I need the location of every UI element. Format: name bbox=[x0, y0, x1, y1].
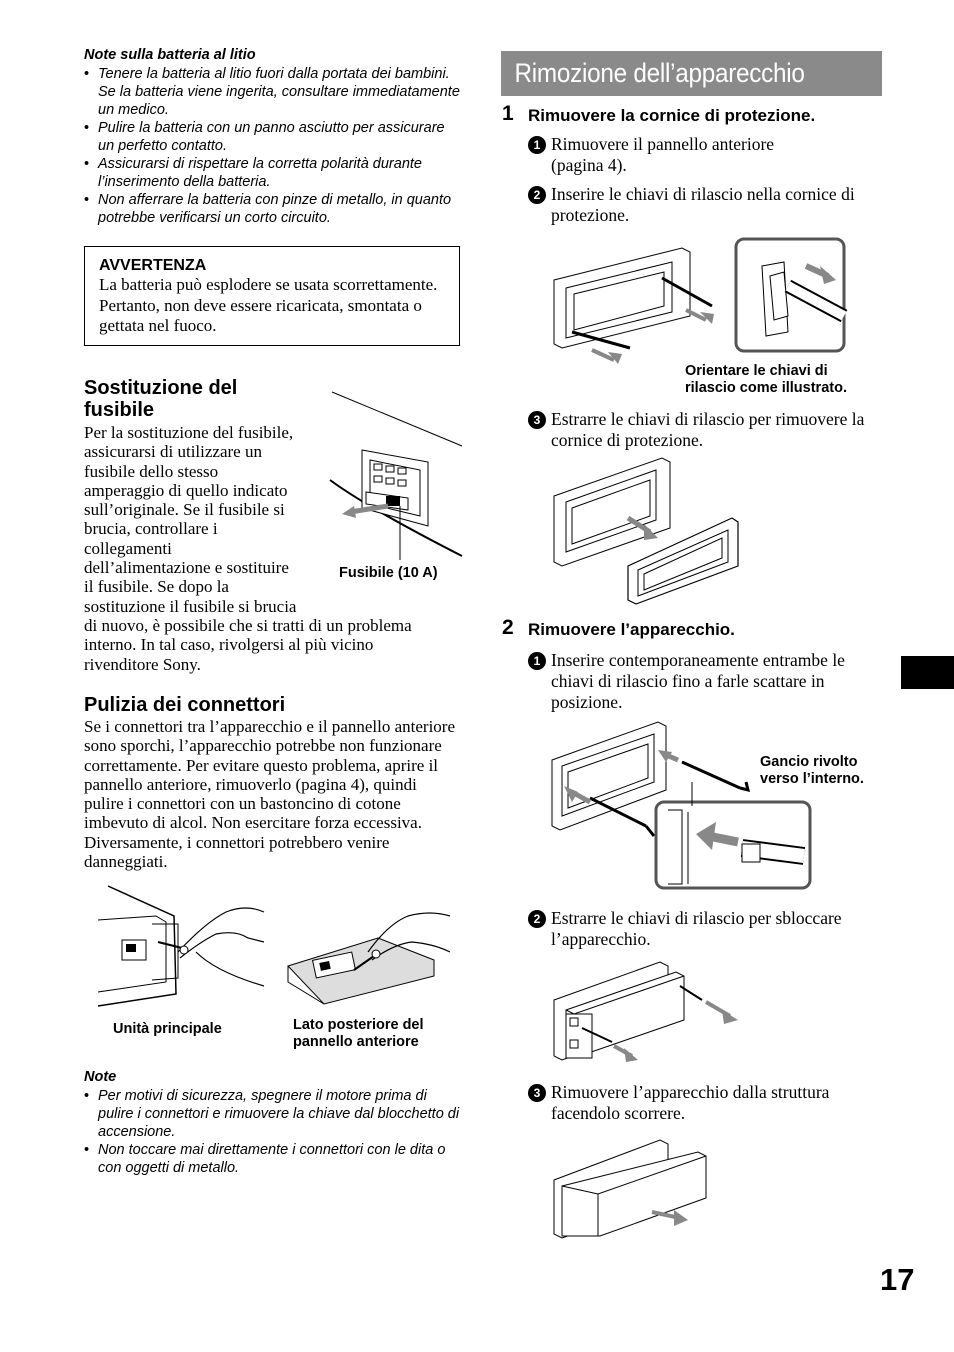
insert-keys-unit-illustration bbox=[550, 720, 816, 892]
list-item: • Non afferrare la batteria con pinze di metallo, in quanto potrebbe verificarsi un corto circuito. bbox=[84, 191, 460, 227]
list-item: • Assicurarsi di rispettare la corretta polarità durante l’inserimento della batteria. bbox=[84, 155, 460, 191]
circled-number: 2 bbox=[528, 186, 546, 204]
text-line: fusibile dello stesso bbox=[84, 461, 219, 481]
text-line: amperaggio di quello indicato bbox=[84, 480, 288, 500]
insert-keys-illustration bbox=[552, 236, 848, 370]
caption-line: rilascio come illustrato. bbox=[685, 380, 847, 396]
main-unit-illustration bbox=[96, 882, 266, 1012]
text-line: il fusibile. Se dopo la bbox=[84, 577, 229, 597]
hook-caption bbox=[760, 754, 864, 788]
connectors-heading: Pulizia dei connettori bbox=[84, 694, 286, 716]
fuse-heading bbox=[84, 377, 237, 421]
step-text: Estrarre le chiavi di rilascio per rimuovere la cornice di protezione. bbox=[551, 409, 865, 450]
step-1-sub-2 bbox=[528, 184, 888, 226]
front-panel-back-illustration bbox=[284, 904, 454, 1014]
circled-number: 3 bbox=[528, 1084, 546, 1102]
fuse-heading-line: fusibile bbox=[84, 399, 155, 421]
remove-frame-illustration bbox=[552, 456, 742, 606]
fuse-heading-line: Sostituzione del bbox=[84, 377, 238, 399]
circled-number: 1 bbox=[528, 652, 546, 670]
notes-title: Note bbox=[84, 1069, 117, 1085]
step-text bbox=[551, 134, 774, 176]
step-1-sub-1 bbox=[528, 134, 888, 176]
step-2-title: Rimuovere l’apparecchio. bbox=[528, 620, 735, 639]
page-number: 17 bbox=[880, 1262, 915, 1297]
list-item: • Pulire la batteria con un panno asciutto per assicurare un perfetto contatto. bbox=[84, 119, 460, 155]
notes-list bbox=[84, 1087, 462, 1177]
caption-line: Gancio rivolto bbox=[760, 754, 858, 770]
text-line: rivenditore Sony. bbox=[84, 654, 201, 674]
section-tab-marker bbox=[901, 656, 954, 689]
text-line: brucia, controllare i bbox=[84, 519, 218, 539]
circled-number: 1 bbox=[528, 136, 546, 154]
step-2-sub-2 bbox=[528, 908, 888, 950]
step-2-sub-3 bbox=[528, 1082, 888, 1124]
caption-line: verso l’interno. bbox=[760, 771, 864, 787]
caption-line: Orientare le chiavi di bbox=[685, 363, 828, 379]
insert-keys-caption bbox=[685, 363, 847, 397]
step-text: Rimuovere l’apparecchio dalla struttura facendolo scorrere. bbox=[551, 1082, 830, 1123]
circled-number: 3 bbox=[528, 411, 546, 429]
text-line: sull’originale. Se il fusibile si bbox=[84, 500, 285, 520]
step-1-number: 1 bbox=[502, 102, 514, 125]
unlock-unit-illustration bbox=[552, 958, 742, 1064]
caption-line: pannello anteriore bbox=[293, 1034, 419, 1050]
connectors-body: Se i connettori tra l’apparecchio e il pannello anteriore sono sporchi, l’apparecchio potrebbe non funzionare correttamente. Per evitare questo problema, aprire il pannello anteriore, rimuoverlo (pagina 4), quindi pulire i connettori con un bastoncino di cotone imbevuto di alcol. Non esercitare forza eccessiva. Diversamente, i connettori potrebbero venire danneggiati. bbox=[84, 717, 456, 872]
caption-line: Lato posteriore del bbox=[293, 1017, 424, 1033]
circled-number: 2 bbox=[528, 910, 546, 928]
step-1-sub-3 bbox=[528, 409, 888, 451]
step-1-title: Rimuovere la cornice di protezione. bbox=[528, 106, 816, 125]
list-item: • Per motivi di sicurezza, spegnere il motore prima di pulire i connettori e rimuovere la chiave dal blocchetto di accensione. bbox=[84, 1087, 462, 1141]
text-line: (pagina 4). bbox=[551, 155, 627, 175]
text-line: di nuovo, è possibile che si tratti di un problema bbox=[84, 615, 412, 635]
front-panel-caption bbox=[293, 1017, 424, 1051]
section-title: Rimozione dell’apparecchio bbox=[514, 58, 805, 88]
list-item: • Non toccare mai direttamente i connettori con le dita o con oggetti di metallo. bbox=[84, 1141, 462, 1177]
warning-box bbox=[84, 246, 460, 346]
step-text: Inserire contemporaneamente entrambe le chiavi di rilascio fino a farle scattare in posizione. bbox=[551, 650, 845, 712]
slide-out-unit-illustration bbox=[552, 1136, 722, 1242]
lithium-note-title: Note sulla batteria al litio bbox=[84, 47, 256, 63]
text-line: assicurarsi di utilizzare un bbox=[84, 442, 262, 462]
warning-title: AVVERTENZA bbox=[99, 257, 207, 274]
step-text: Inserire le chiavi di rilascio nella cornice di protezione. bbox=[551, 184, 855, 225]
section-title-bar bbox=[501, 51, 882, 96]
text-line: sostituzione il fusibile si brucia bbox=[84, 596, 297, 616]
lithium-note-list bbox=[84, 65, 460, 227]
warning-body: La batteria può esplodere se usata scorrettamente. Pertanto, non deve essere ricaricata, smontata o gettata nel fuoco. bbox=[99, 275, 438, 335]
text-line: dell’alimentazione e sostituire bbox=[84, 558, 289, 578]
text-line: collegamenti bbox=[84, 538, 172, 558]
fuse-illustration bbox=[328, 388, 464, 563]
main-unit-caption: Unità principale bbox=[113, 1021, 222, 1037]
step-2-sub-1 bbox=[528, 650, 888, 713]
list-item: • Tenere la batteria al litio fuori dalla portata dei bambini. Se la batteria viene ingerita, consultare immediatamente un medico. bbox=[84, 65, 460, 119]
text-line: Rimuovere il pannello anteriore bbox=[551, 134, 775, 154]
fuse-caption: Fusibile (10 A) bbox=[339, 565, 438, 581]
step-text: Estrarre le chiavi di rilascio per sbloccare l’apparecchio. bbox=[551, 908, 842, 949]
text-line: interno. In tal caso, rivolgersi al più vicino bbox=[84, 635, 374, 655]
step-2-number: 2 bbox=[502, 616, 514, 639]
text-line: Per la sostituzione del fusibile, bbox=[84, 423, 294, 442]
